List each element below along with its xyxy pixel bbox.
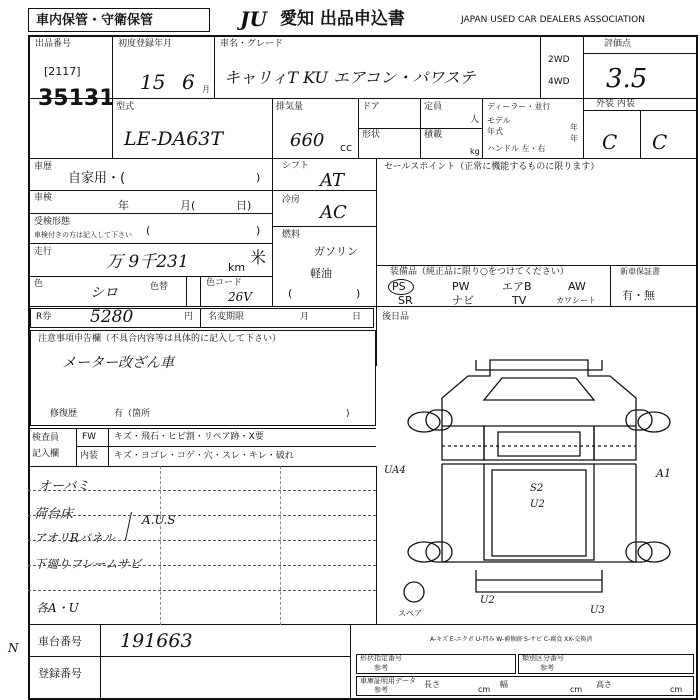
recycle-box xyxy=(30,308,374,328)
rule xyxy=(28,656,350,657)
displacement-unit: cc xyxy=(340,141,353,154)
recycle-unit: 円 xyxy=(184,312,194,322)
bottom-note: 各A・U xyxy=(36,601,79,615)
color-code-label: 色コード xyxy=(206,278,243,288)
acceptance-label: 受検形態 xyxy=(34,217,71,227)
damage-mark: U3 xyxy=(590,605,605,616)
color-code-value: 26V xyxy=(228,290,252,304)
fuel-diesel: 軽油 xyxy=(310,267,332,280)
drive-2wd: 2WD xyxy=(548,55,570,65)
rule xyxy=(28,624,698,625)
equipment-navi: ナビ xyxy=(452,294,474,307)
ju-logo: JU xyxy=(240,7,267,31)
cert-unit-2: cm xyxy=(570,685,583,694)
equipment-sr: SR xyxy=(398,294,413,307)
history-value: 自家用・( xyxy=(68,171,126,186)
warranty-label: 新車保証書 xyxy=(620,267,660,276)
mileage-unit: km xyxy=(228,261,246,274)
rule xyxy=(482,98,483,158)
dealer-row1: ディーラー・並行 xyxy=(487,102,551,111)
fuel-paren-open: ( xyxy=(288,287,293,300)
category-label: 類別区分番号 xyxy=(522,654,564,662)
rule xyxy=(28,590,376,591)
inspection-label: 車検 xyxy=(34,193,53,203)
inspector-note: アオリRパネル xyxy=(34,531,115,545)
cert-ref: 参考 xyxy=(374,686,388,694)
history-label: 車歴 xyxy=(34,162,53,172)
damage-legend: A-キズ E-エクボ U-凹み W-補修跡 S-サビ C-腐食 XX-交換済 xyxy=(430,636,593,643)
name-change-day: 日 xyxy=(352,312,362,322)
margin-mark: N xyxy=(8,641,19,655)
equipment-leather: カワシート xyxy=(556,296,596,305)
equipment-ps: PS xyxy=(392,280,406,293)
car-diagram xyxy=(380,330,698,622)
mileage-mark: 米 xyxy=(250,248,267,267)
registration-label: 初度登録年月 xyxy=(118,39,173,49)
cert-length: 長さ xyxy=(424,680,440,689)
displacement-label: 排気量 xyxy=(276,102,304,112)
rule xyxy=(376,265,698,266)
inspector-fw-items: キズ・飛石・ヒビ割・リペア跡・X要 xyxy=(114,432,264,442)
grades-label: 外装 内装 xyxy=(596,99,635,109)
association-name: JAPAN USED CAR DEALERS ASSOCIATION xyxy=(461,15,645,25)
inspection-month: 月( xyxy=(180,199,196,212)
capacity-label: 定員 xyxy=(424,102,443,112)
rule xyxy=(28,428,376,429)
rule xyxy=(358,128,482,129)
designated-label: 形状指定番号 xyxy=(360,654,402,662)
storage-badge: 車内保管・守衛保管 xyxy=(36,13,154,28)
damage-mark: A1 xyxy=(656,467,671,480)
shape-label: 形状 xyxy=(362,130,381,140)
rule xyxy=(640,110,641,158)
rule xyxy=(76,428,77,466)
rule xyxy=(376,158,377,306)
car-name-value: キャリィT KU エアコン・パワステ xyxy=(224,68,476,87)
lot-sub-number: [2117] xyxy=(44,65,81,78)
designated-ref: 参考 xyxy=(374,664,388,672)
acceptance-close: ) xyxy=(256,224,261,237)
equipment-label: 装備品（純正品に限り○をつけてください） xyxy=(390,267,569,277)
rule xyxy=(583,53,698,54)
repair-label: 修復歴 xyxy=(50,409,78,419)
cooling-value: AC xyxy=(320,202,347,223)
chassis-label: 車台番号 xyxy=(38,635,82,648)
rule xyxy=(272,158,273,306)
rule xyxy=(28,158,698,159)
rule xyxy=(376,306,377,366)
model-type-label: 型式 xyxy=(116,102,135,112)
cert-width: 幅 xyxy=(500,680,508,689)
color-value: シロ xyxy=(90,285,118,301)
damage-mark: S2 xyxy=(530,483,544,494)
grade-exterior: C xyxy=(602,130,618,154)
rule xyxy=(272,226,376,227)
drive-4wd: 4WD xyxy=(548,77,570,87)
name-change-month: 月 xyxy=(300,312,310,322)
registration-month: 6 xyxy=(182,70,195,94)
spare-label: スペア xyxy=(398,609,422,618)
inspection-day: 日) xyxy=(236,199,252,212)
car-name-label: 車名・グレード xyxy=(220,39,284,49)
rule xyxy=(100,624,101,700)
rule xyxy=(28,466,376,467)
evaluation-score: 3.5 xyxy=(606,64,648,94)
registration-year: 15 xyxy=(140,70,166,94)
damage-mark: UA4 xyxy=(384,465,406,476)
rule xyxy=(200,276,201,306)
rule xyxy=(28,540,376,541)
inspector-fw: FW xyxy=(82,432,97,442)
capacity-unit: 人 xyxy=(470,115,480,125)
rule xyxy=(28,565,376,566)
rule xyxy=(28,515,376,516)
warranty-value: 有・無 xyxy=(622,289,655,302)
notes-label: 注意事項申告欄（不具合内容等は具体的に記入して下さい） xyxy=(38,334,282,344)
rule xyxy=(186,276,187,306)
rule xyxy=(108,428,109,466)
color-change-label: 色替 xyxy=(150,282,169,292)
rear-seat-label: 後日品 xyxy=(382,312,410,322)
recycle-value: 5280 xyxy=(90,307,134,327)
inspector-note: 荷台床 xyxy=(34,507,74,522)
inspector-note: オーバミ xyxy=(38,479,90,494)
registration-month-unit: 月 xyxy=(202,85,210,94)
grade-interior: C xyxy=(652,130,668,154)
inspector-label-1: 検査員 xyxy=(32,433,60,443)
rule xyxy=(214,35,215,98)
cert-label: 車庫証明用データ xyxy=(360,677,416,685)
cert-height: 高さ xyxy=(596,680,612,689)
lot-label: 出品番号 xyxy=(35,39,72,49)
repair-value: 有（箇所 xyxy=(114,409,151,419)
repair-close: ) xyxy=(346,409,350,419)
chassis-value: 191663 xyxy=(120,630,193,652)
load-unit: kg xyxy=(470,147,480,156)
model-type-value: LE-DA63T xyxy=(124,128,224,150)
rule xyxy=(28,276,272,277)
dealer-row3: 年式 xyxy=(487,127,503,136)
rule xyxy=(610,265,611,306)
acceptance-note: 車検付きの方は記入して下さい xyxy=(34,231,132,239)
fuel-label: 燃料 xyxy=(282,230,301,240)
notes-box xyxy=(30,330,376,426)
shift-label: シフト xyxy=(282,161,310,171)
rule xyxy=(350,624,351,700)
damage-mark: U2 xyxy=(530,499,545,510)
rule xyxy=(28,243,272,244)
inspector-interior: 内装 xyxy=(80,451,99,461)
lot-number: 35131 xyxy=(38,86,115,111)
equipment-pw: PW xyxy=(452,280,470,293)
notes-handwritten: メーター改ざん車 xyxy=(62,355,174,371)
name-change-label: 名変期限 xyxy=(208,312,245,322)
rule xyxy=(200,308,201,328)
cooling-label: 冷房 xyxy=(282,195,301,205)
shift-value: AT xyxy=(320,170,345,191)
dealer-row2: モデル xyxy=(487,116,511,125)
cert-unit-1: cm xyxy=(478,685,491,694)
rule xyxy=(376,466,377,624)
inspector-note: 下廻りフレームサビ xyxy=(34,557,142,571)
rule xyxy=(28,213,272,214)
rule xyxy=(28,490,376,491)
equipment-airbag: エアB xyxy=(502,280,532,293)
mileage-label: 走行 xyxy=(34,247,53,257)
dealer-row3b: 年 xyxy=(570,134,578,143)
rule xyxy=(160,466,161,625)
rule xyxy=(76,446,376,447)
history-close: ) xyxy=(256,171,261,184)
sales-point-label: セールスポイント（正常に機能するものに限ります） xyxy=(384,162,600,172)
rule xyxy=(280,466,281,625)
rule xyxy=(272,98,273,158)
evaluation-label: 評価点 xyxy=(604,39,632,49)
displacement-value: 660 xyxy=(290,130,325,151)
inspection-year: 年 xyxy=(118,199,129,212)
load-label: 積載 xyxy=(424,130,443,140)
equipment-tv: TV xyxy=(512,294,527,307)
reg-number-label: 登録番号 xyxy=(38,667,82,680)
rule xyxy=(540,35,541,98)
recycle-label: R券 xyxy=(36,312,52,322)
damage-mark: U2 xyxy=(480,595,495,606)
inspector-side: A.U.S xyxy=(142,513,176,527)
color-label: 色 xyxy=(34,279,44,289)
category-ref: 参考 xyxy=(540,664,554,672)
acceptance-paren: ( xyxy=(146,224,151,237)
dealer-row2b: 年 xyxy=(570,123,578,132)
inspector-label-2: 記入欄 xyxy=(32,449,60,459)
doors-label: ドア xyxy=(362,102,380,112)
fuel-gasoline: ガソリン xyxy=(314,245,358,258)
equipment-aw: AW xyxy=(568,280,586,293)
form-title: 愛知 出品申込書 xyxy=(280,9,405,29)
mileage-value: 万 9千231 xyxy=(106,252,189,272)
fuel-paren-close: ) xyxy=(356,287,361,300)
dealer-row4: ハンドル 左・右 xyxy=(487,144,546,153)
inspector-interior-items: キズ・ヨゴレ・コゲ・穴・スレ・キレ・破れ xyxy=(114,451,294,461)
cert-unit-3: cm xyxy=(670,685,683,694)
